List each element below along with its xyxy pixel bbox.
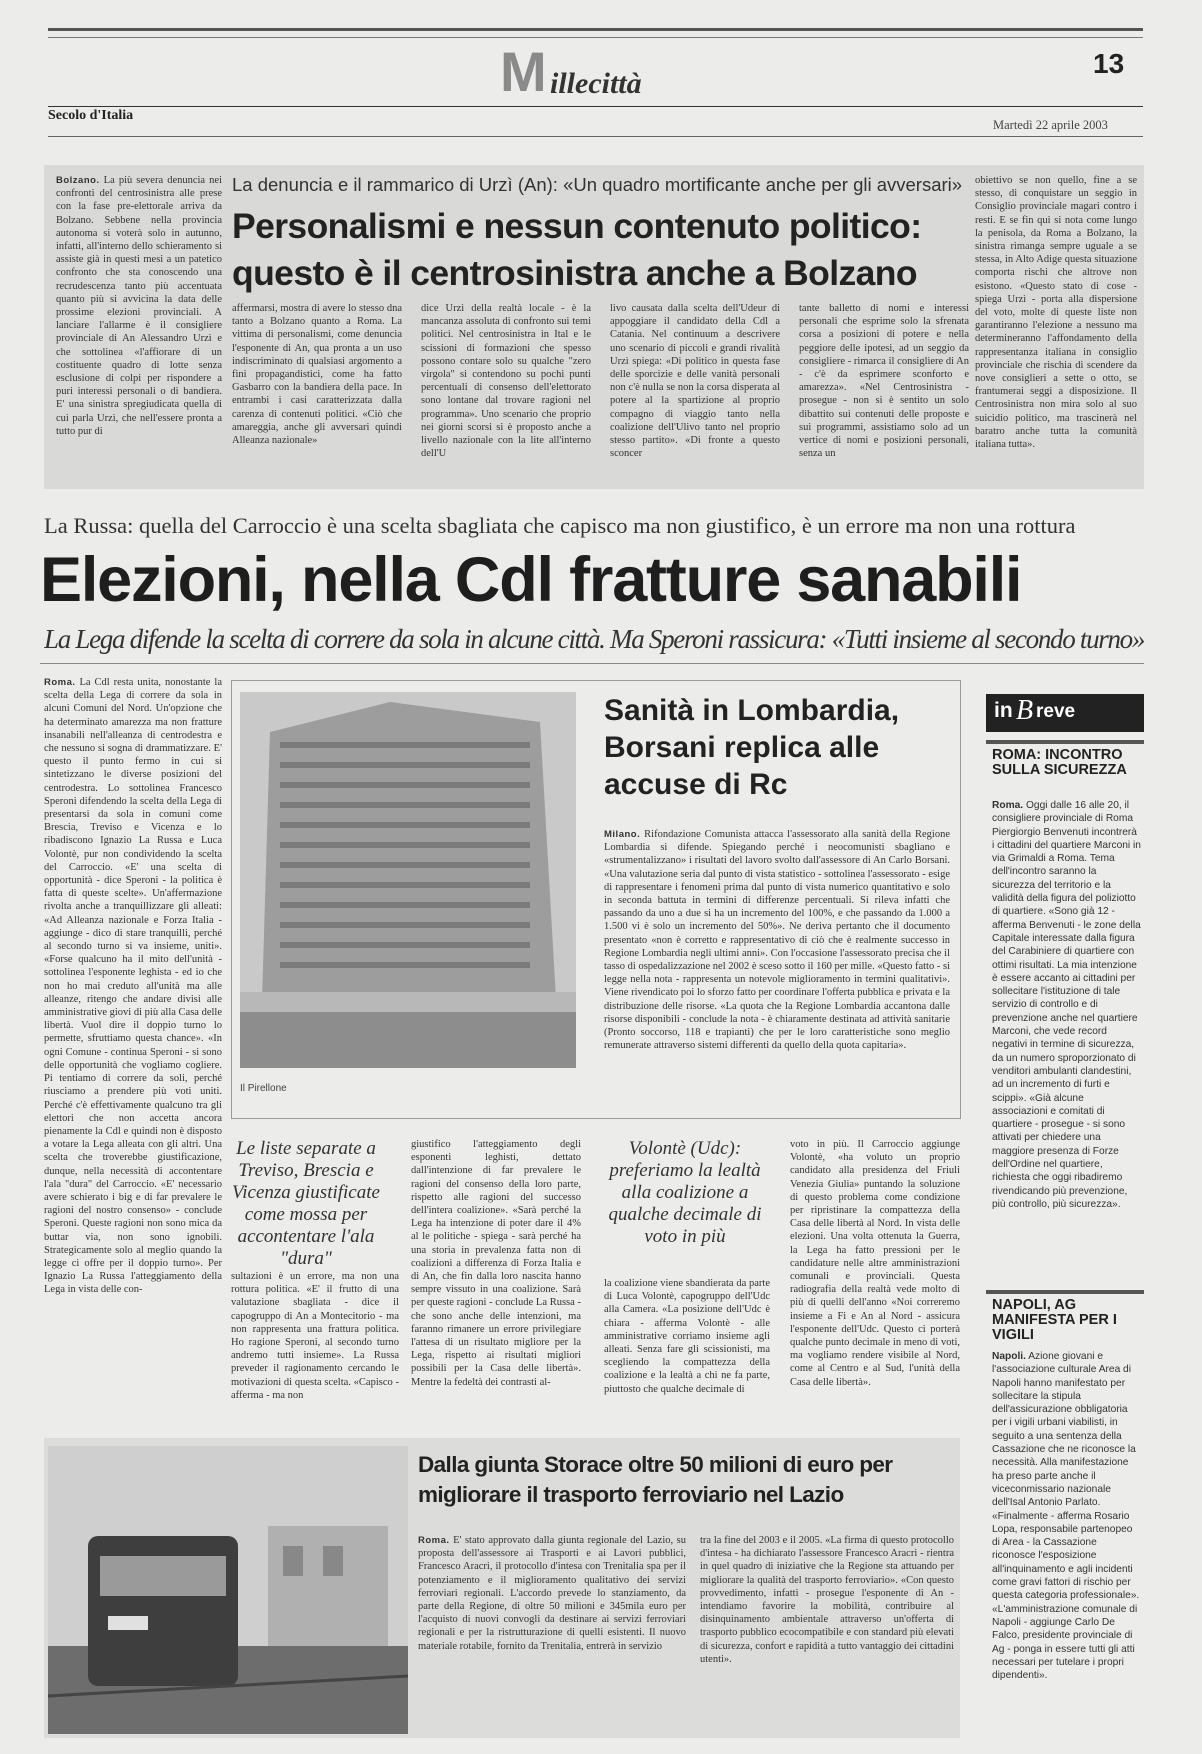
lead-column-3: giustifico l'atteggiamento degli esponenti leghisti, dettato dall'intenzione di far prevalere le ragioni del consenso della loro parte, rispetto alle ragioni del successo dell'intera coalizione». «Sarà perché la Lega ha intenzione di poter dare il 4% al le politiche - spiega - sarà perché ha una storia in prevalenza fatta non di coalizioni a differenza di Forza Italia e di An, che fin dalla loro nascita hanno sempre vissuto in una coalizione. Sarà per queste ragioni - conclude La Russa - che sono anche delle intenzioni, ma faranno rimanere un errore privilegiare l'attesa di un risultato migliore per la Lega, rispetto ai risultati migliori possibili per la Casa delle libertà». Mentre la fedeltà dei contrasti al- (411, 1139, 581, 1388)
dateline: Roma. (418, 1535, 450, 1546)
dateline: Milano. (604, 829, 641, 840)
sanita-headline: Sanità in Lombardia, Borsani replica alle accuse di Rc (604, 694, 900, 801)
masthead-rule (48, 106, 1143, 107)
sanita-body (604, 828, 950, 1108)
page-number: 13 (1093, 48, 1125, 79)
bolzano-right-column: obiettivo se non quello, fine a se stesso, di conquistare un seggio in Consiglio provinciale magari contro i resti. E se fin qui si nota come lungo la penisola, da Roma a Bolzano, la sinistra rimanga sempre uguale a se stessa, in Alto Adige questa situazione comporta rischi che altrove non esistono. «Questo stato di cose - spiega Urzì - porta alla dispersione del voto, molte di queste liste non garantiranno l'elezione a nessuno ma determineranno l'affondamento della rappresentanza italiana in consiglio provinciale che rischia di scendere da nove consiglieri a sette o otto, se frantumerai seggi a disposizione. Il Centrosinistra non mira solo al suo suicidio politico, ma trascinerà nel baratro anche tutta la comunità italiana tutta». (975, 175, 1137, 451)
bolzano-kicker: La denuncia e il rammarico di Urzì (An): «Un quadro mortificante anche per gli avversari» (232, 174, 962, 195)
bolzano-left-column (56, 174, 222, 474)
pull-quote-la-russa: Le liste separate a Treviso, Brescia e Vicenza giustificate come mossa per accontentare l'ala "dura" (232, 1138, 380, 1269)
train-illustration (48, 1446, 408, 1734)
inbreve-reve: reve (1036, 701, 1076, 722)
pirellone-photo (240, 692, 576, 1068)
top-rule (48, 28, 1143, 31)
storace-headline: Dalla giunta Storace oltre 50 milioni di euro per migliorare il trasporto ferroviario nel Lazio (418, 1452, 893, 1507)
lead-column-2: sultazioni è un errore, ma non una rottura politica. «E' il frutto di una valutazione sbagliata - dice il capogruppo di An a Montecitorio - ma non rappresenta una frattura politica. Ho ragione Speroni, al secondo turno andremo tutti insieme». La Russa preveder il ragionamento cercando le motivazioni di questa scelta. «Capisco - afferma - ma non (231, 1271, 399, 1401)
article-text: E' stato approvato dalla giunta regionale del Lazio, su proposta dell'assessore ai Trasporti e ai Lavori pubblici, Francesco Aracri, il protocollo d'intesa con Trenitalia spa per il potenziamento e il miglioramento qualitativo dei servizi ferroviari regionali. L'accordo prevede lo stanziamento, da parte della Regione, di oltre 50 milioni e 345mila euro per l'acquisto di nuovi convogli da destinare ai servizi ferroviari regionali e per la ristrutturazione di quelli esistenti. Il nuovo materiale rotabile, fornito da Trenitalia, entrerà in servizio (418, 1535, 686, 1652)
top-rule-thin (48, 37, 1143, 38)
pirellone-illustration (240, 692, 576, 1068)
dateline: Bolzano. (56, 175, 100, 186)
brief-body: Oggi dalle 16 alle 20, il consigliere provinciale di Roma Piergiorgio Benvenuti incontrerà i cittadini del quartiere Marconi in via Grimaldi a Roma. Tema dell'incontro saranno la sicurezza del territorio e la validità della figura del poliziotto di quartiere. «Sono già 12 - afferma Benvenuti - le zone della Capitale interessate dalla figura del Carabiniere di quartiere con ottimi risultati. La mia intenzione è essere accanto ai cittadini per sollecitare l'istituzione di tale servizio di controllo e di prevenzione anche nel quartiere Marconi, che vede record negativi in termine di sicurezza, da un numero sproporzionato di venditori ambulanti clandestini, ad un incremento di furti e scippi». «Già alcune associazioni e comitati di quartiere - prosegue - si sono attivati per chiedere una maggiore presenza di Forze dell'Ordine nel quartiere, richiesta che oggi ribadiremo rivendicando più prevenzione, più controllo, più sicurezza». (992, 800, 1141, 1210)
lead-column-5: voto in più. Il Carroccio aggiunge Volontè, «ha voluto un proprio candidato alla presidenza del Friuli Venezia Giulia» puntando la soluzione di questo problema come condizione per ripristinare la compattezza della Casa delle libertà al Nord. In vista delle elezioni. Una volta ottenuta la Guerra, la Lega ha fatto pressioni per le candidature nelle altre amministrazioni comunali e provinciali. Questa radiografia della realtà vede molto di più di quelli dell'anno «Noi correremo insieme a Fi e An al Nord - assicura l'esponente dell'Udc. Questo ci porterà qualche punto decimale in meno di voti, ma vogliamo rendere visibile al Nord, come al Centro e al Sud, l'unità della Casa delle libertà». (790, 1139, 960, 1388)
dateline: Roma. (992, 800, 1024, 811)
brief-body: Azione giovani e l'associazione culturale Area di Napoli hanno manifestato per sollecitare la stipula dell'assicurazione obbligatoria per i vigili urbani viabilisti, in seguito a una sentenza della Cassazione che ne riconosce la necessità. Alla manifestazione ha preso parte anche il viceconmissario nazionale dell'Isal Antonio Parlato. «Finalmente - afferma Rosario Lopa, responsabile partenopeo di Area - la Cassazione riconosce l'esposizione all'inquinamento e agli incidenti come gravi fattori di rischio per questa categoria professionale». «L'amministrazione comunale di Napoli - aggiunge Carlo De Falco, presidente provinciale di Ag - ponga in essere tutti gli atti necessari per tutelare i propri dipendenti». (992, 1351, 1140, 1682)
inbreve-b: B (1016, 695, 1034, 726)
inbreve-in: in (994, 699, 1013, 722)
bolzano-column-2: dice Urzì della realtà locale - è la mancanza assoluta di confronto sui temi politici. Nel centrosinistra in Ital e le scissioni di formazioni che spesso possono contare solo su qualche "zero virgola" si contendono su pochi punti percentuali di consenso dell'elettorato sono lontane dal trovare ragioni nel programma». Uno scenario che proprio nei giorni scorsi si è proposto anche a livello nazionale con la lite all'interno dell'U (421, 303, 591, 460)
article-text: La Cdl resta unita, nonostante la scelta della Lega di correre da sola in alcuni Comuni del Nord. Un'opzione che ha determinato amarezza ma non fratture insanabili nell'alleanza di centrodestra e che nessuno si sogna di drammatizzare. E' questo il punto fermo in cui si sintetizzano le diverse posizioni del centrodestra. Lo sottolinea Francesco Speroni difendendo la scelta della Lega di presentarsi da sola in comuni come Brescia, Treviso e Vicenza e lo ribadiscono Ignazio La Russa e Luca Volontè, pur non condividendo la scelta del Carroccio. «E' una scelta di opportunità - dice Speroni - la politica è fatta di queste scelte». Un'affermazione rivolta anche a tranquillizzare gli alleati: «Ad Alleanza nazionale e Forza Italia - aggiunge - dico di stare tranquilli, perché al secondo turno si va insieme, uniti». «Forse qualcuno ha il mito dell'unità - sottolinea l'esponente leghista - ed io che non ho mai creduto all'unità ma alle alleanze, ritengo che andare divisi alle amministrative giovi di più alla Casa delle libertà. Vuol dire il doppio turno lo permette, sfruttiamo questa chance». «In ogni Comune - continua Speroni - si sono delle opportunità che vogliamo cogliere. Pi tentiamo di correre da soli, perché riusciamo a prendere più voti uniti. Perché c'è effettivamente qualcuno tra gli elettori che non accetta ancora pienamente la Cdl e quindi non è disposto a votare la Lega alleata con gli altri. Una scelta che troverebbe giustificazione, dunque, nella necessità di accontentare l'ala "dura" del Carroccio. «E' necessario avere schierato i big e di far prevalere le ragioni del nostro consenso» - conclude Speroni. Queste ragioni non sono mica da buttar via, non sono ignobili. Strategicamente solo al meglio quando la legge ci offre per il doppio turno». Per Ignazio La Russa l'atteggiamento della Lega in vista delle con- (44, 677, 222, 1296)
brevi-rule-2 (986, 1290, 1144, 1294)
article-text: La più severa denuncia nei confronti del centrosinistra alle prese con la fase pre-elettorale arriva da Bolzano. Sebbene nella provincia autonoma si voterà solo in autunno, infatti, all'interno dello schieramento si assiste già in questi mesi a un patetico confronto che sta conoscendo una recrudescenza tanto più accentuata quanto più si avvicina la data delle prossime elezioni provinciali. A lanciare l'allarme è il consigliere provinciale di An Alessandro Urzì e che sottolinea «l'affiorare di un costituente quadro di lotte senza esclusione di colpi per rispondere a puri interessi personali o di bandiera. E' una sinistra spregiudicata quella di cui parla Urzì, che nell'essere pronta a tutto pur di (56, 175, 222, 437)
bolzano-column-4: tante balletto di nomi e interessi personali che esprime solo la sfrenata corsa a posizioni di potere e nella peggiore delle ipotesi, ad un seggio da consigliere - rimarca il consigliere di An - c'è da esprimere sconforto e amarezza». «Nel Centrosinistra - prosegue - non si è sentito un solo dibattito sui contenuti delle proposte e sui programmi, assistiamo solo ad un vertice di nomi e posizioni personali, senza un (799, 303, 969, 460)
lead-subhead: La Lega difende la scelta di correre da sola in alcune città. Ma Speroni rassicura: «Tutti insieme al secondo turno» (44, 624, 1145, 654)
date-rule (48, 136, 1143, 137)
bolzano-headline: Personalismi e nessun contenuto politico: questo è il centrosinistra anche a Bolzano (232, 206, 922, 293)
brevi-rule-1 (986, 740, 1144, 744)
dateline: Roma. (44, 677, 76, 688)
bolzano-column-3: livo causata dalla scelta dell'Udeur di appoggiare il candidato della Cdl a Catania. Nel continuum a descrivere uno scenario di piccoli e grandi rivalità Urzì spiega: «Di politico in questa fase delle sporcizie e delle vanità personali non c'è nulla se non la corsa disperata al potere al la spartizione al proprio compagno di viaggio tanto nella coalizione dell'Ulivo tanto nel proprio stesso partito». «Di fronte a questo sconcer (610, 303, 780, 460)
storace-column-2: tra la fine del 2003 e il 2005. «La firma di questo protocollo d'intesa - ha dichiarato l'assessore Francesco Aracri - rientra in quel quadro di iniziative che la Regione sta attuando per migliorare la qualità del trasporto ferroviario». «Con questo provvedimento, infatti - prosegue l'esponente di An - intendiamo favorire la mobilità, contribuire al disinquinamento ambientale attraverso un'offerta di trasporto pubblico ecocompatibile e con standard più elevati di sicurezza, confort e rapidità a tutto vantaggio dei cittadini utenti». (700, 1535, 954, 1665)
brief-text-roma (992, 799, 1142, 1279)
pull-quote-volonte: Volontè (Udc): preferiamo la lealtà alla coalizione a qualche decimale di voto in più (608, 1138, 762, 1247)
train-photo (48, 1446, 408, 1734)
storace-column-1 (418, 1534, 686, 1732)
inbreve-banner (986, 694, 1144, 732)
section-initial: M (500, 40, 547, 103)
section-title: illecittà (550, 67, 642, 100)
lead-column-1 (44, 676, 222, 1411)
issue-date: Martedì 22 aprile 2003 (993, 118, 1108, 132)
lead-kicker: La Russa: quella del Carroccio è una scelta sbagliata che capisco ma non giustifico, è un errore ma non una rottura (44, 513, 1076, 538)
photo-caption: Il Pirellone (240, 1083, 287, 1094)
article-text: Rifondazione Comunista attacca l'assessorato alla sanità della Regione Lombardia si difende. Spiegando perché i neocomunisti sbagliano e «strumentalizzano» i risultati del lavoro svolto dall'assessore di An Carlo Borsani. «Una valutazione seria dal punto di vista statistico - sottolinea l'assessorato - esige di rappresentare i fenomeni prima dal punto di vista numerico quantitativo e solo in seconda battuta in termini di differenze percentuali. Si rileva infatti che passando da uno a due si ha un incremento del 100%, e che passando da 1.000 a 1.500 vi è solo un incremento del 50%». Ne deriva pertanto che il documento presentato «non è corretto e rappresentativo di ciò che è realmente successo in Regione Lombardia negli ultimi anni». Con l'occasione l'assessorato precisa che il tasso di ospedalizzazione nel 2002 è sceso sotto il 160 per mille. «Questo fatto - si legge nella nota - rappresenta un notevole miglioramento in termini qualitativi». Viene rivendicato poi lo sforzo fatto per coordinare l'offerta pubblica e privata e la distribuzione delle risorse. «La quota che la Regione Lombardia accantona dalle risorse disponibili - conclude la nota - è chiaramente destinata ad attività sanitarie (Pronto soccorso, 118 e trapianti) che per le loro caratteristiche sono meglio remunerate attraverso sistemi differenti da quello della quota capitaria». (604, 829, 950, 1052)
brief-title-napoli: NAPOLI, AG MANIFESTA PER I VIGILI (992, 1297, 1117, 1343)
lead-column-4: la coalizione viene sbandierata da parte di Luca Volontè, capogruppo dell'Udc alla Camera. «La posizione dell'Udc è chiara - afferma Volontè - alle amministrative corriamo insieme agli alleati. Senza fare gli scissionisti, ma scegliendo la compattezza della coalizione e la lealtà a chi ne fa parte, piuttosto che qualche decimale di (604, 1278, 770, 1395)
bolzano-column-1: affermarsi, mostra di avere lo stesso dna tanto a Bolzano quanto a Roma. La vittima di personalismi, come denuncia l'esponente di An, qua pronta a un uso indiscriminato di qualsiasi argomento a fini propagandistici, come ha fatto Gasbarro con la bandiera della pace. In entrambi i casi caratterizzata dalla carenza di contenuti politici. «Ciò che amareggia, anche gli avversari quindi Alleanza nazionale» (232, 303, 402, 447)
brief-text-napoli (992, 1350, 1142, 1740)
newspaper-name: Secolo d'Italia (48, 108, 134, 123)
lead-rule (40, 663, 1144, 664)
brief-title-roma: ROMA: INCONTRO SULLA SICUREZZA (992, 747, 1127, 778)
dateline: Napoli. (992, 1351, 1026, 1362)
lead-headline: Elezioni, nella Cdl fratture sanabili (40, 545, 1022, 615)
